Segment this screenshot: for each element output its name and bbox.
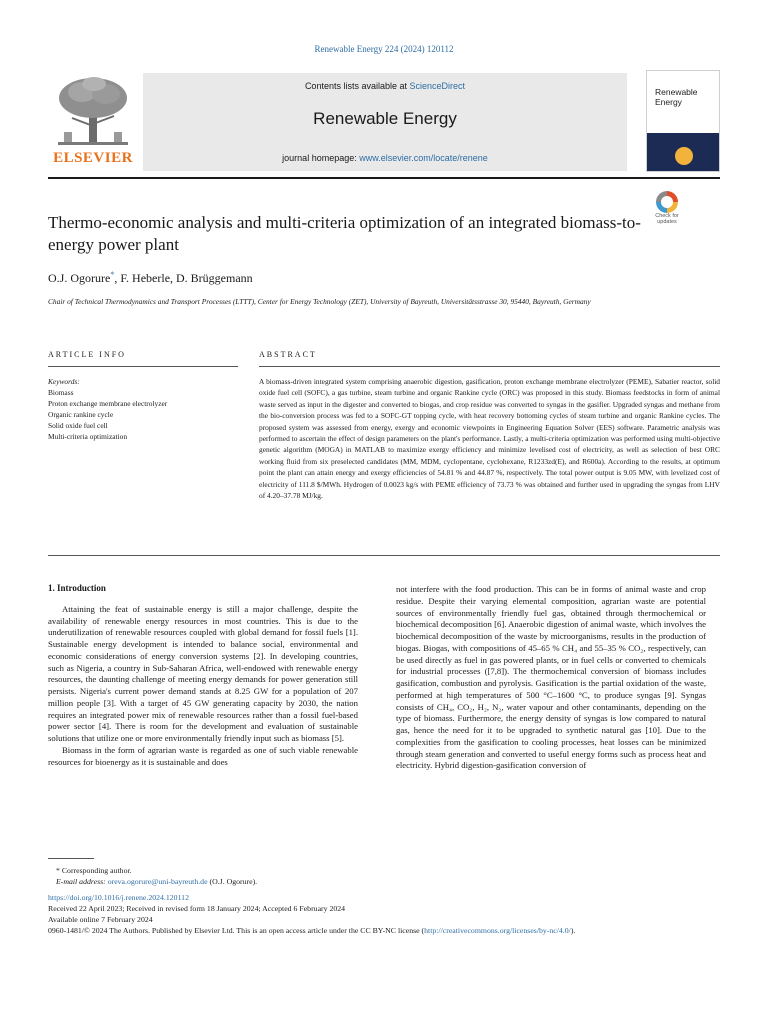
body-column-right <box>396 584 706 772</box>
keywords-block <box>48 376 238 442</box>
homepage-prefix: journal homepage: <box>282 153 357 163</box>
journal-cover-thumbnail[interactable] <box>646 70 720 172</box>
footnotes <box>48 865 720 936</box>
keywords-heading: Keywords: <box>48 377 80 386</box>
email-label: E-mail address: <box>56 877 106 886</box>
email-note <box>48 876 720 887</box>
abstract-heading: ABSTRACT <box>259 350 317 359</box>
footnote-mark: * <box>56 866 60 875</box>
abstract-text: A biomass-driven integrated system comprising anaerobic digestion, gasification, proton exchange membrane electrolyzer (PEME), Sabatier reactor, solid oxide fuel cell (SOFC), a gas turbine, steam turbine and organic Rankine cycle (ORC) was proposed in this study. Biomass feedstocks in form of animal waste served as input in the digester and converted to biogas, and crop residue was converted to syngas in the gasifier. Upgraded syngas and methane from the bio-conversion process was fed to a SOFC-GT topping cycle, with heat recovery bottoming cycles of steam turbine and organic Rankine cycles. The proposed system was assessed from energy, exergy and economic viewpoints in Engineering Equation Solver (EES) software. Parametric analysis was performed to ascertain the effect of design parameters on the plant's performance. Lastly, a multi-criteria optimization was performed using multi-objective genetic algorithm (MOGA) in MATLAB to maximize exergy efficiency and minimize levelised cost of electricity, as well as selection of best ORC working fluid from six preselected candidates (MM, MDM, cyclopentane, cyclohexane, R1233zd(E), and R600a). According to the results, at optimum point the plant can attain energy and exergy efficiencies of 54.81 % and 44.87 %, respectively. The total power output is 9.05 MW, with levelized cost of electricity of 111.8 $/MWh. Hydrogen of 0.0023 kg/s with PEME efficiency of 73.73 % was obtained and further used in upgrading the syngas from LHV of 4.20–37.78 MJ/kg. <box>259 377 720 501</box>
abstract-bottom-rule <box>48 555 720 556</box>
keyword-item: Organic rankine cycle <box>48 410 114 419</box>
masthead-divider <box>48 177 720 179</box>
journal-homepage-link[interactable]: www.elsevier.com/locate/renene <box>359 153 488 163</box>
abstract-rule <box>259 366 720 367</box>
keyword-item: Multi-criteria optimization <box>48 432 128 441</box>
sciencedirect-link[interactable]: ScienceDirect <box>409 81 466 91</box>
keyword-item: Solid oxide fuel cell <box>48 421 108 430</box>
crossmark-label: Check for updates <box>655 213 679 225</box>
available-online-date: Available online 7 February 2024 <box>48 915 153 924</box>
body-paragraph: Biomass in the form of agrarian waste is regarded as one of such viable renewable resources for bioenergy as it is sustainable and does <box>48 744 358 767</box>
cover-title: Renewable Energy <box>655 87 698 107</box>
author-affiliation: Chair of Technical Thermodynamics and Transport Processes (LTTT), Center for Energy Technology (ZET), University of Bayreuth, Universitätsstrasse 30, 95440, Bayreuth, Germany <box>48 297 591 306</box>
masthead <box>48 70 720 174</box>
corresponding-author-mark[interactable]: * <box>110 270 115 279</box>
article-info-rule <box>48 366 238 367</box>
keyword-item: Proton exchange membrane electrolyzer <box>48 399 168 408</box>
corresponding-author-note <box>48 865 720 876</box>
cover-sun-graphic <box>675 147 693 165</box>
body-paragraph: not interfere with the food production. This can be in forms of animal waste and crop residue. Despite their varying elemental composition, agrarian waste are potential sources of environmentally friendly fuel gas, obtained through thermochemical or biochemical decomposition [6]. Anaerobic digestion of animal waste, which involves the biochemical decomposition of the waste by microorganisms, results in the production of biogas. Biogas, with compositions of 45–65 % CH₄ and 55–35 % CO₂, respectively, can be used directly as fuel in gas powered plants, or in fuel cells or converted to chemicals for industrial processes ([7,8]). The thermochemical conversion of biomass includes gasification, combustion and pyrolysis. Gasification is the partial oxidation of the waste, performed at high temperatures of 500 °C–1600 °C, to produce syngas [9]. Syngas consists of CH₄, CO₂, H₂, N₂, water vapour and other contaminants, depending on the type of biomass. Furthermore, the energy density of syngas is low compared to natural gas, hence the need for it to be upgraded to synthetic natural gas [10]. Due to the complexities from the gasification to cooling processes, heat losses can be minimized through steam generation and converted to useful energy forms such as process heat and electricity. Hybrid digestion-gasification conversion of <box>396 584 706 771</box>
received-dates: Received 22 April 2023; Received in revised form 18 January 2024; Accepted 6 February 2024 <box>48 904 346 913</box>
contents-prefix: Contents lists available at <box>304 81 407 91</box>
author-name[interactable]: F. Heberle <box>120 271 171 285</box>
journal-banner <box>143 73 627 171</box>
check-for-updates-badge[interactable] <box>650 191 684 233</box>
publisher-name: ELSEVIER <box>53 150 133 166</box>
author-name[interactable]: O.J. Ogorure <box>48 271 111 285</box>
homepage-line <box>143 153 627 163</box>
journal-title: Renewable Energy <box>313 109 457 128</box>
publication-info <box>48 892 720 936</box>
body-paragraph: Attaining the feat of sustainable energy is still a major challenge, despite the availability of renewable energy resources in most countries. This is due to the underutilization of renewable resources coupled with global demand for fossil fuels [1]. Sustainable energy development is intended to balance social, environmental and economic considerations of energy conversion systems [2]. In developing countries, such as Nigeria, a country in Sub-Saharan Africa, well-endowed with renewable energy resources, the daunting challenge of meeting energy demands for power generation still persists. Nigeria's current power demand stands at 8.25 GW for a population of 207 million people [3]. With a target of 45 GW generating capacity by 2030, the nation requires an integrated power mix of renewable resources rather than a fossil fuel-based power sector [4]. There is room for the development and evaluation of sustainable solutions that utilize one or more environmentally friendly input such as biomass [5]. <box>48 603 358 743</box>
author-name[interactable]: D. Brüggemann <box>176 271 253 285</box>
article-info-heading: ARTICLE INFO <box>48 350 126 359</box>
email-owner: (O.J. Ogorure). <box>209 877 258 886</box>
license-link[interactable]: http://creativecommons.org/licenses/by-nc/4.0/ <box>424 926 571 935</box>
doi-link[interactable]: https://doi.org/10.1016/j.renene.2024.120112 <box>48 893 189 902</box>
license-statement: 0960-1481/© 2024 The Authors. Published by Elsevier Ltd. This is an open access article under the CC BY-NC license (http://creativecommons.org/licenses/by-nc/4.0/). <box>48 926 576 935</box>
keyword-item: Biomass <box>48 388 74 397</box>
article-title: Thermo-economic analysis and multi-criteria optimization of an integrated biomass-to-energy power plant <box>48 213 641 254</box>
crossmark-icon <box>656 191 678 213</box>
author-list: O.J. Ogorure*, F. Heberle, D. Brüggemann <box>48 270 253 285</box>
elsevier-logo[interactable] <box>48 70 138 174</box>
contents-line <box>143 81 627 91</box>
journal-citation[interactable]: Renewable Energy 224 (2024) 120112 <box>314 44 454 54</box>
corresponding-author-label: Corresponding author. <box>61 866 132 875</box>
tree-icon <box>54 74 132 150</box>
footnote-rule <box>48 858 94 859</box>
body-column-left <box>48 583 358 768</box>
section-heading: 1. Introduction <box>48 583 106 593</box>
email-link[interactable]: oreva.ogorure@uni-bayreuth.de <box>107 877 208 886</box>
